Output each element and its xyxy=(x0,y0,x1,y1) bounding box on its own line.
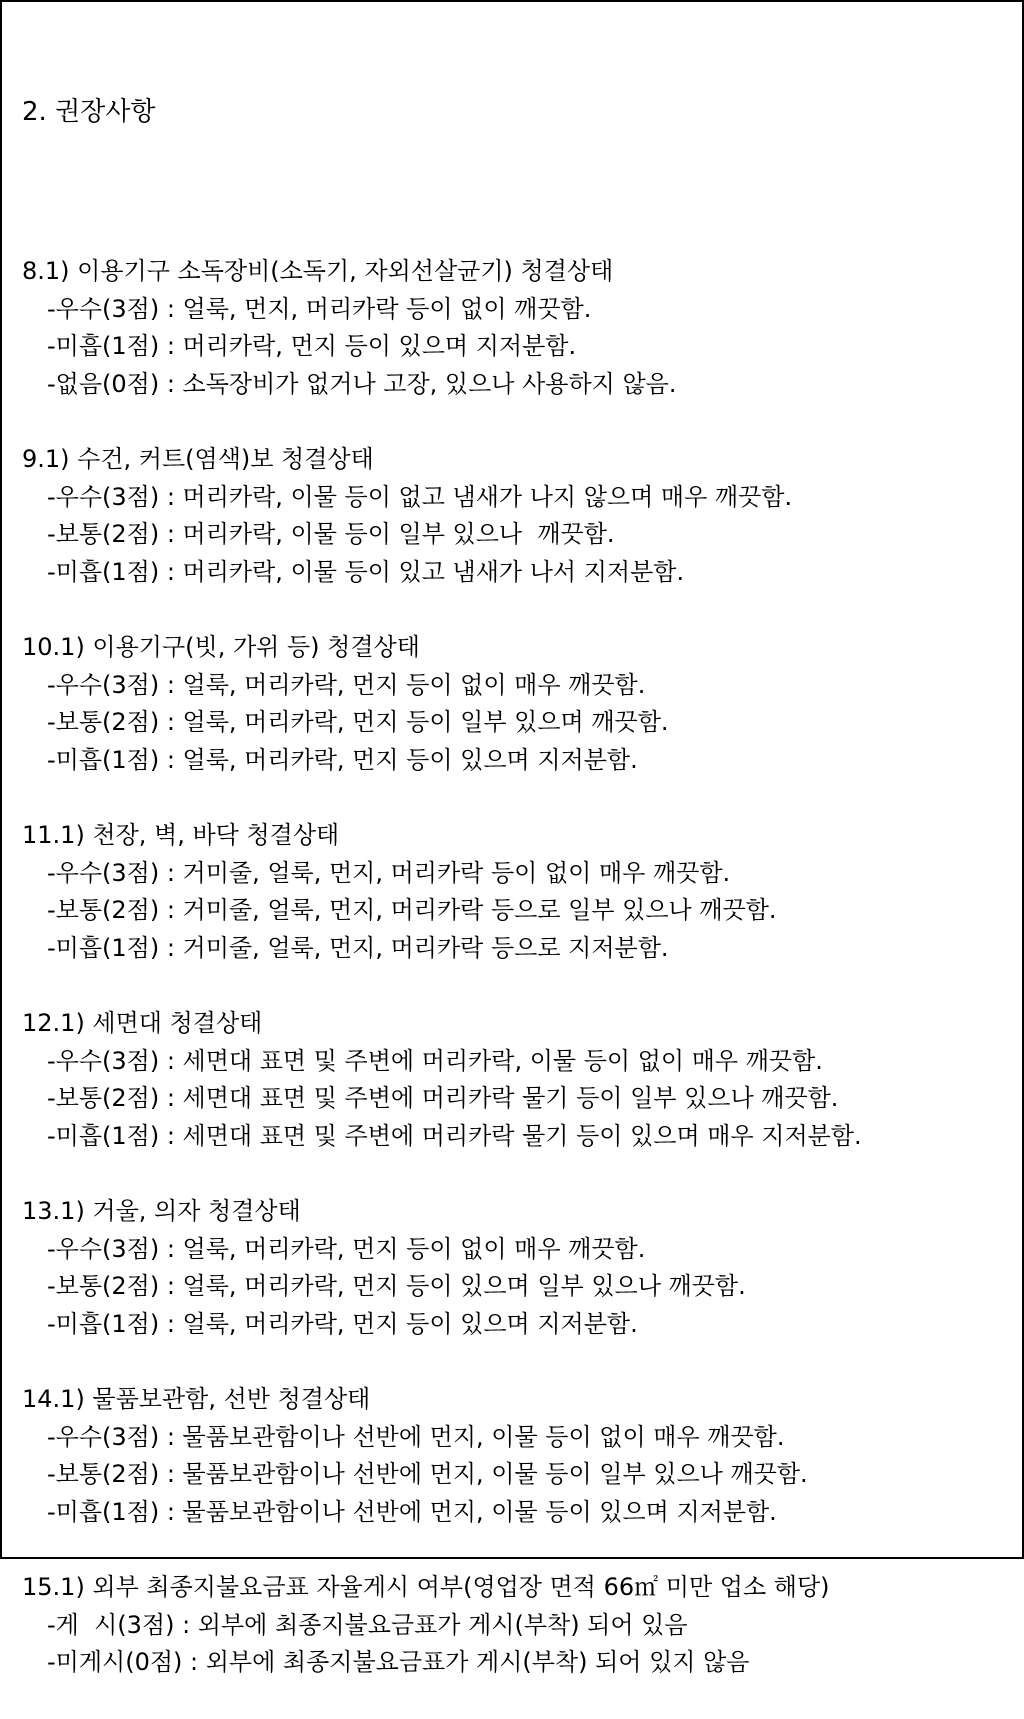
section-title: 12.1) 세면대 청결상태 xyxy=(22,1009,263,1037)
criteria-item: -보통(2점) : 거미줄, 얼룩, 먼지, 머리카락 등으로 일부 있으나 깨끗함. xyxy=(47,896,777,924)
criteria-item: -보통(2점) : 물품보관함이나 선반에 먼지, 이물 등이 일부 있으나 깨끗함. xyxy=(47,1460,808,1488)
sections-container xyxy=(22,253,1022,1682)
criteria-item: -미흡(1점) : 얼룩, 머리카락, 먼지 등이 있으며 지저분함. xyxy=(47,1309,638,1338)
criteria-section xyxy=(22,629,1022,779)
criteria-item: -미흡(1점) : 머리카락, 먼지 등이 있으며 지저분함. xyxy=(47,332,577,360)
criteria-item: -미흡(1점) : 세면대 표면 및 주변에 머리카락 물기 등이 있으며 매우 지저분함. xyxy=(47,1121,862,1150)
criteria-section xyxy=(22,1005,1022,1155)
criteria-item: -우수(3점) : 머리카락, 이물 등이 없고 냄새가 나지 않으며 매우 깨끗함. xyxy=(47,482,793,511)
criteria-item: -우수(3점) : 거미줄, 얼룩, 먼지, 머리카락 등이 없이 매우 깨끗함. xyxy=(47,858,731,887)
criteria-item: -미흡(1점) : 물품보관함이나 선반에 먼지, 이물 등이 있으며 지저분함. xyxy=(47,1497,777,1526)
criteria-item: -보통(2점) : 얼룩, 머리카락, 먼지 등이 일부 있으며 깨끗함. xyxy=(47,708,669,736)
criteria-section xyxy=(22,1193,1022,1343)
criteria-item: -우수(3점) : 얼룩, 머리카락, 먼지 등이 없이 매우 깨끗함. xyxy=(47,1234,646,1263)
criteria-section xyxy=(22,253,1022,403)
section-title: 9.1) 수건, 커트(염색)보 청결상태 xyxy=(22,445,374,473)
criteria-item: -미흡(1점) : 거미줄, 얼룩, 먼지, 머리카락 등으로 지저분함. xyxy=(47,933,669,962)
criteria-section xyxy=(22,817,1022,967)
section-title: 15.1) 외부 최종지불요금표 자율게시 여부(영업장 면적 66㎡ 미만 업소 해당) xyxy=(22,1573,830,1601)
criteria-item: -미게시(0점) : 외부에 최종지불요금표가 게시(부착) 되어 있지 않음 xyxy=(47,1648,750,1676)
criteria-item: -보통(2점) : 얼룩, 머리카락, 먼지 등이 있으며 일부 있으나 깨끗함. xyxy=(47,1272,746,1300)
criteria-item: -미흡(1점) : 얼룩, 머리카락, 먼지 등이 있으며 지저분함. xyxy=(47,745,638,774)
section-title: 13.1) 거울, 의자 청결상태 xyxy=(22,1197,301,1225)
section-title: 11.1) 천장, 벽, 바닥 청결상태 xyxy=(22,821,340,849)
criteria-item: -우수(3점) : 세면대 표면 및 주변에 머리카락, 이물 등이 없이 매우 깨끗함. xyxy=(47,1046,823,1075)
criteria-item: -게 시(3점) : 외부에 최종지불요금표가 게시(부착) 되어 있음 xyxy=(47,1610,688,1639)
criteria-item: -우수(3점) : 얼룩, 먼지, 머리카락 등이 없이 깨끗함. xyxy=(47,294,592,323)
criteria-item: -보통(2점) : 머리카락, 이물 등이 일부 있으나 깨끗함. xyxy=(47,520,615,548)
section-title: 14.1) 물품보관함, 선반 청결상태 xyxy=(22,1385,371,1413)
criteria-section xyxy=(22,1569,1022,1682)
criteria-item: -우수(3점) : 물품보관함이나 선반에 먼지, 이물 등이 없이 매우 깨끗함. xyxy=(47,1422,785,1451)
criteria-section xyxy=(22,441,1022,591)
criteria-item: -보통(2점) : 세면대 표면 및 주변에 머리카락 물기 등이 일부 있으나 깨끗함. xyxy=(47,1084,839,1112)
criteria-item: -없음(0점) : 소독장비가 없거나 고장, 있으나 사용하지 않음. xyxy=(47,369,677,398)
section-title: 10.1) 이용기구(빗, 가위 등) 청결상태 xyxy=(22,633,420,661)
page-heading: 2. 권장사항 xyxy=(22,97,156,127)
criteria-item: -우수(3점) : 얼룩, 머리카락, 먼지 등이 없이 매우 깨끗함. xyxy=(47,670,646,699)
criteria-item: -미흡(1점) : 머리카락, 이물 등이 있고 냄새가 나서 지저분함. xyxy=(47,557,685,586)
section-title: 8.1) 이용기구 소독장비(소독기, 자외선살균기) 청결상태 xyxy=(22,257,614,285)
criteria-section xyxy=(22,1381,1022,1531)
